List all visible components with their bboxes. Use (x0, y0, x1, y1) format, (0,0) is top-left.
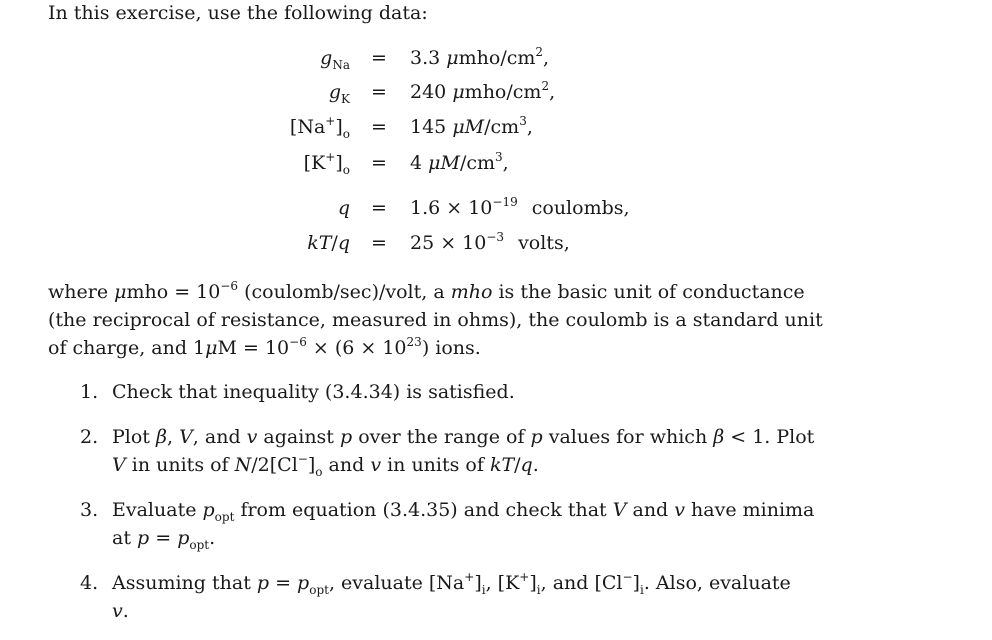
equals-sign: = (371, 152, 387, 174)
definitions-paragraph (48, 278, 878, 362)
list-item (0, 569, 992, 625)
equation-rhs: 240 μmho/$cm^2$, (410, 79, 556, 103)
equation-rhs: 3.3 μmho/$cm^2$, (410, 45, 550, 69)
paragraph-line: where $\mu mho = 10^{-6}$ (coulomb/sec)/volt, a mho is the basic unit of conductance (48, 279, 805, 303)
equals-sign: = (371, 81, 387, 103)
intro-text: In this exercise, use the following data: (48, 2, 428, 24)
equals-sign: = (371, 47, 387, 69)
equation-lhs: $g_K$ (328, 81, 350, 106)
list-item (0, 423, 992, 479)
list-item-number: 1. (80, 381, 99, 403)
equals-sign: = (371, 197, 387, 219)
equals-sign: = (371, 232, 387, 254)
list-item-text: Evaluate $p_{opt}$ from equation (3.4.35) and check that V and v have minima (112, 499, 815, 524)
list-item-text: Check that inequality (3.4.34) is satisfied. (112, 381, 515, 403)
list-item-text: Assuming that $p = p_{opt}$, evaluate $[Na^+]_i$, $[K^+]_i$, and $[Cl^-]_i$. Also, evaluate (112, 570, 791, 597)
list-item-text: v. (112, 600, 129, 622)
equation-rhs: 145 $\mu M/cm^3$, (410, 114, 533, 138)
paragraph-line: of charge, and $1\mu M = 10^{-6} \times (6 \times 10^{23})$ ions. (48, 335, 481, 359)
equation-lhs: kT/q (307, 232, 350, 254)
equals-sign: = (371, 116, 387, 138)
equation-lhs: q (337, 197, 350, 219)
list-item-text: V in units of $N/2[Cl^-]_o$ and v in units of kT/q. (112, 452, 539, 479)
list-item-text: at $p = p_{opt}$. (112, 527, 216, 552)
equation-rhs: $25 \times 10^{-3}$ volts, (410, 230, 570, 254)
list-item-text: Plot β, V, and v against p over the range of p values for which β < 1. Plot (112, 426, 815, 448)
equation-lhs: $[Na^+]_o$ (289, 114, 350, 141)
equation-lhs: $[K^+]_o$ (303, 150, 350, 177)
list-item-number: 4. (80, 572, 99, 594)
list-item-number: 3. (80, 499, 99, 521)
paragraph-line: (the reciprocal of resistance, measured in ohms), the coulomb is a standard unit (48, 309, 823, 331)
list-item-number: 2. (80, 426, 99, 448)
equation-lhs: $g_{Na}$ (320, 47, 350, 72)
equation-rhs: $1.6 \times 10^{-19}$ coulombs, (410, 195, 630, 219)
equation-rhs: 4 $\mu M/cm^3$, (410, 150, 509, 174)
list-item (0, 496, 992, 552)
